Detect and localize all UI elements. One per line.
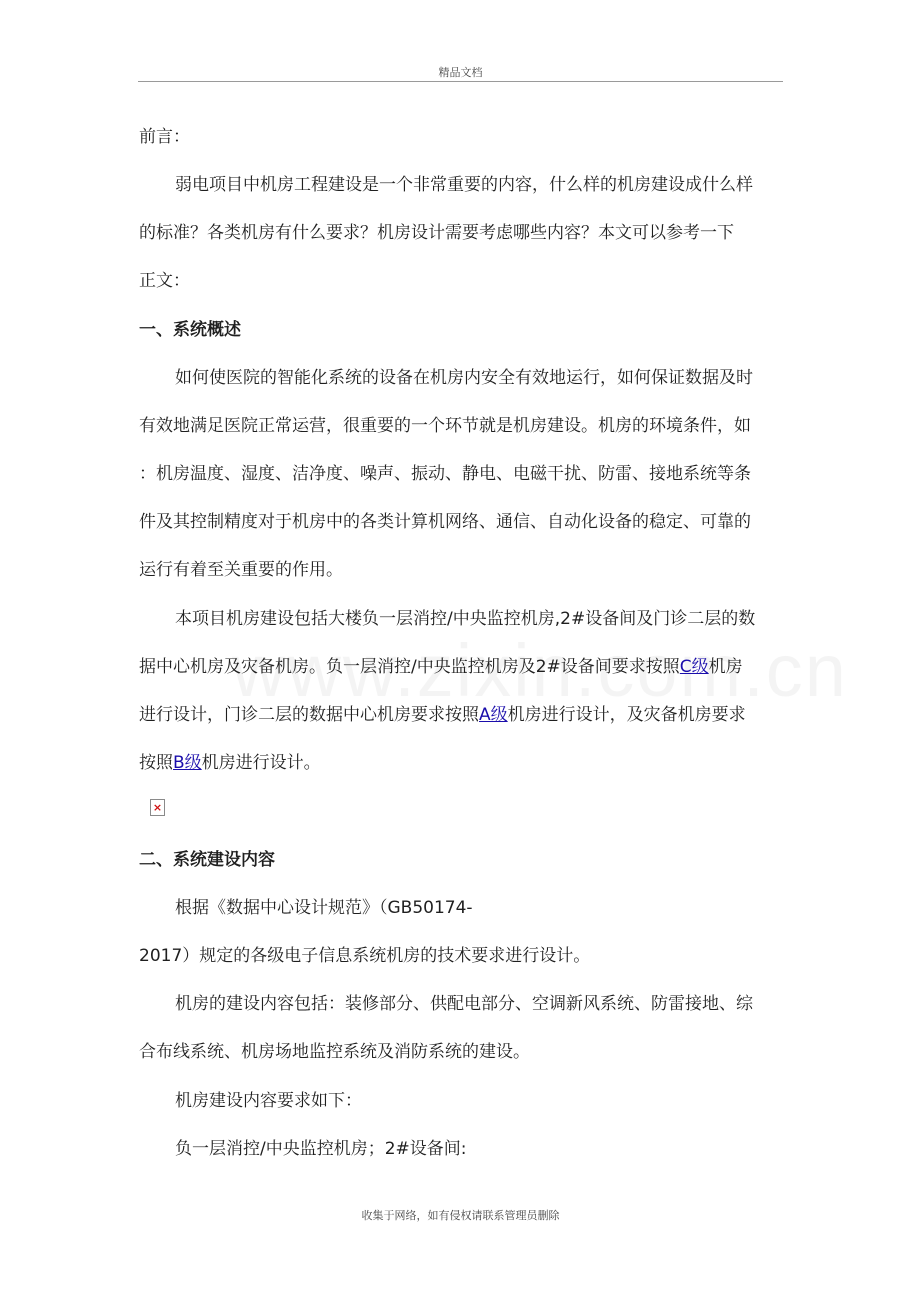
s1-p1-line-4: 件及其控制精度对于机房中的各类计算机网络、通信、自动化设备的稳定、可靠的 (139, 512, 751, 532)
header-rule (138, 81, 783, 82)
s2-p1-line-1: 根据《数据中心设计规范》（GB50174- (175, 898, 473, 918)
s1-p1-line-5: 运行有着至关重要的作用。 (139, 560, 343, 580)
s1-p1-line-1: 如何使医院的智能化系统的设备在机房内安全有效地运行，如何保证数据及时 (175, 368, 753, 388)
s1-p2-line-2 (139, 643, 781, 691)
s2-p4: 负一层消控/中央监控机房；2#设备间: (175, 1139, 467, 1159)
s1-p1-line-3: ：机房温度、湿度、洁净度、噪声、振动、静电、电磁干扰、防雷、接地系统等条 (139, 464, 751, 484)
s2-p1-line-2: 2017）规定的各级电子信息系统机房的技术要求进行设计。 (139, 946, 591, 966)
s2-p3: 机房建设内容要求如下： (175, 1091, 362, 1111)
preface-line-2: 的标准？各类机房有什么要求？机房设计需要考虑哪些内容？本文可以参考一下 (139, 223, 734, 243)
b-level-link[interactable]: B级 (173, 753, 202, 773)
s1-p1-line-2: 有效地满足医院正常运营，很重要的一个环节就是机房建设。机房的环境条件，如 (139, 416, 751, 436)
s1-p2-line-4-text-a: 按照 (139, 753, 173, 773)
c-level-link[interactable]: C级 (679, 657, 709, 677)
preface-line-1: 弱电项目中机房工程建设是一个非常重要的内容，什么样的机房建设成什么样 (175, 175, 753, 195)
preface-label: 前言： (139, 127, 190, 147)
section-1-title: 一、系统概述 (139, 320, 241, 340)
s1-p2-line-3-text-a: 进行设计，门诊二层的数据中心机房要求按照 (139, 705, 479, 725)
s1-p2-line-2-text-a: 据中心机房及灾备机房。负一层消控/中央监控机房及2#设备间要求按照 (139, 657, 680, 677)
s1-p2-line-2-text-b: 机房 (708, 657, 743, 677)
s2-p2-line-1: 机房的建设内容包括：装修部分、供配电部分、空调新风系统、防雷接地、综 (175, 994, 753, 1014)
s2-p2-line-2: 合布线系统、机房场地监控系统及消防系统的建设。 (139, 1042, 530, 1062)
s1-p2-line-4 (139, 739, 781, 787)
page-header: 精品文档 (438, 66, 483, 79)
a-level-link[interactable]: A级 (479, 705, 508, 725)
broken-image-glyph: × (152, 801, 163, 814)
broken-image-icon (150, 799, 165, 816)
s1-p2-line-3-text-b: 机房进行设计，及灾备机房要求 (507, 705, 746, 725)
s1-p2-line-3 (139, 691, 781, 739)
main-label: 正文： (139, 271, 190, 291)
page-footer: 收集于网络，如有侵权请联系管理员删除 (361, 1209, 560, 1222)
section-2-title: 二、系统建设内容 (139, 850, 275, 870)
s1-p2-line-1: 本项目机房建设包括大楼负一层消控/中央监控机房,2#设备间及门诊二层的数 (175, 609, 756, 629)
s1-p2-line-4-text-b: 机房进行设计。 (201, 753, 321, 773)
